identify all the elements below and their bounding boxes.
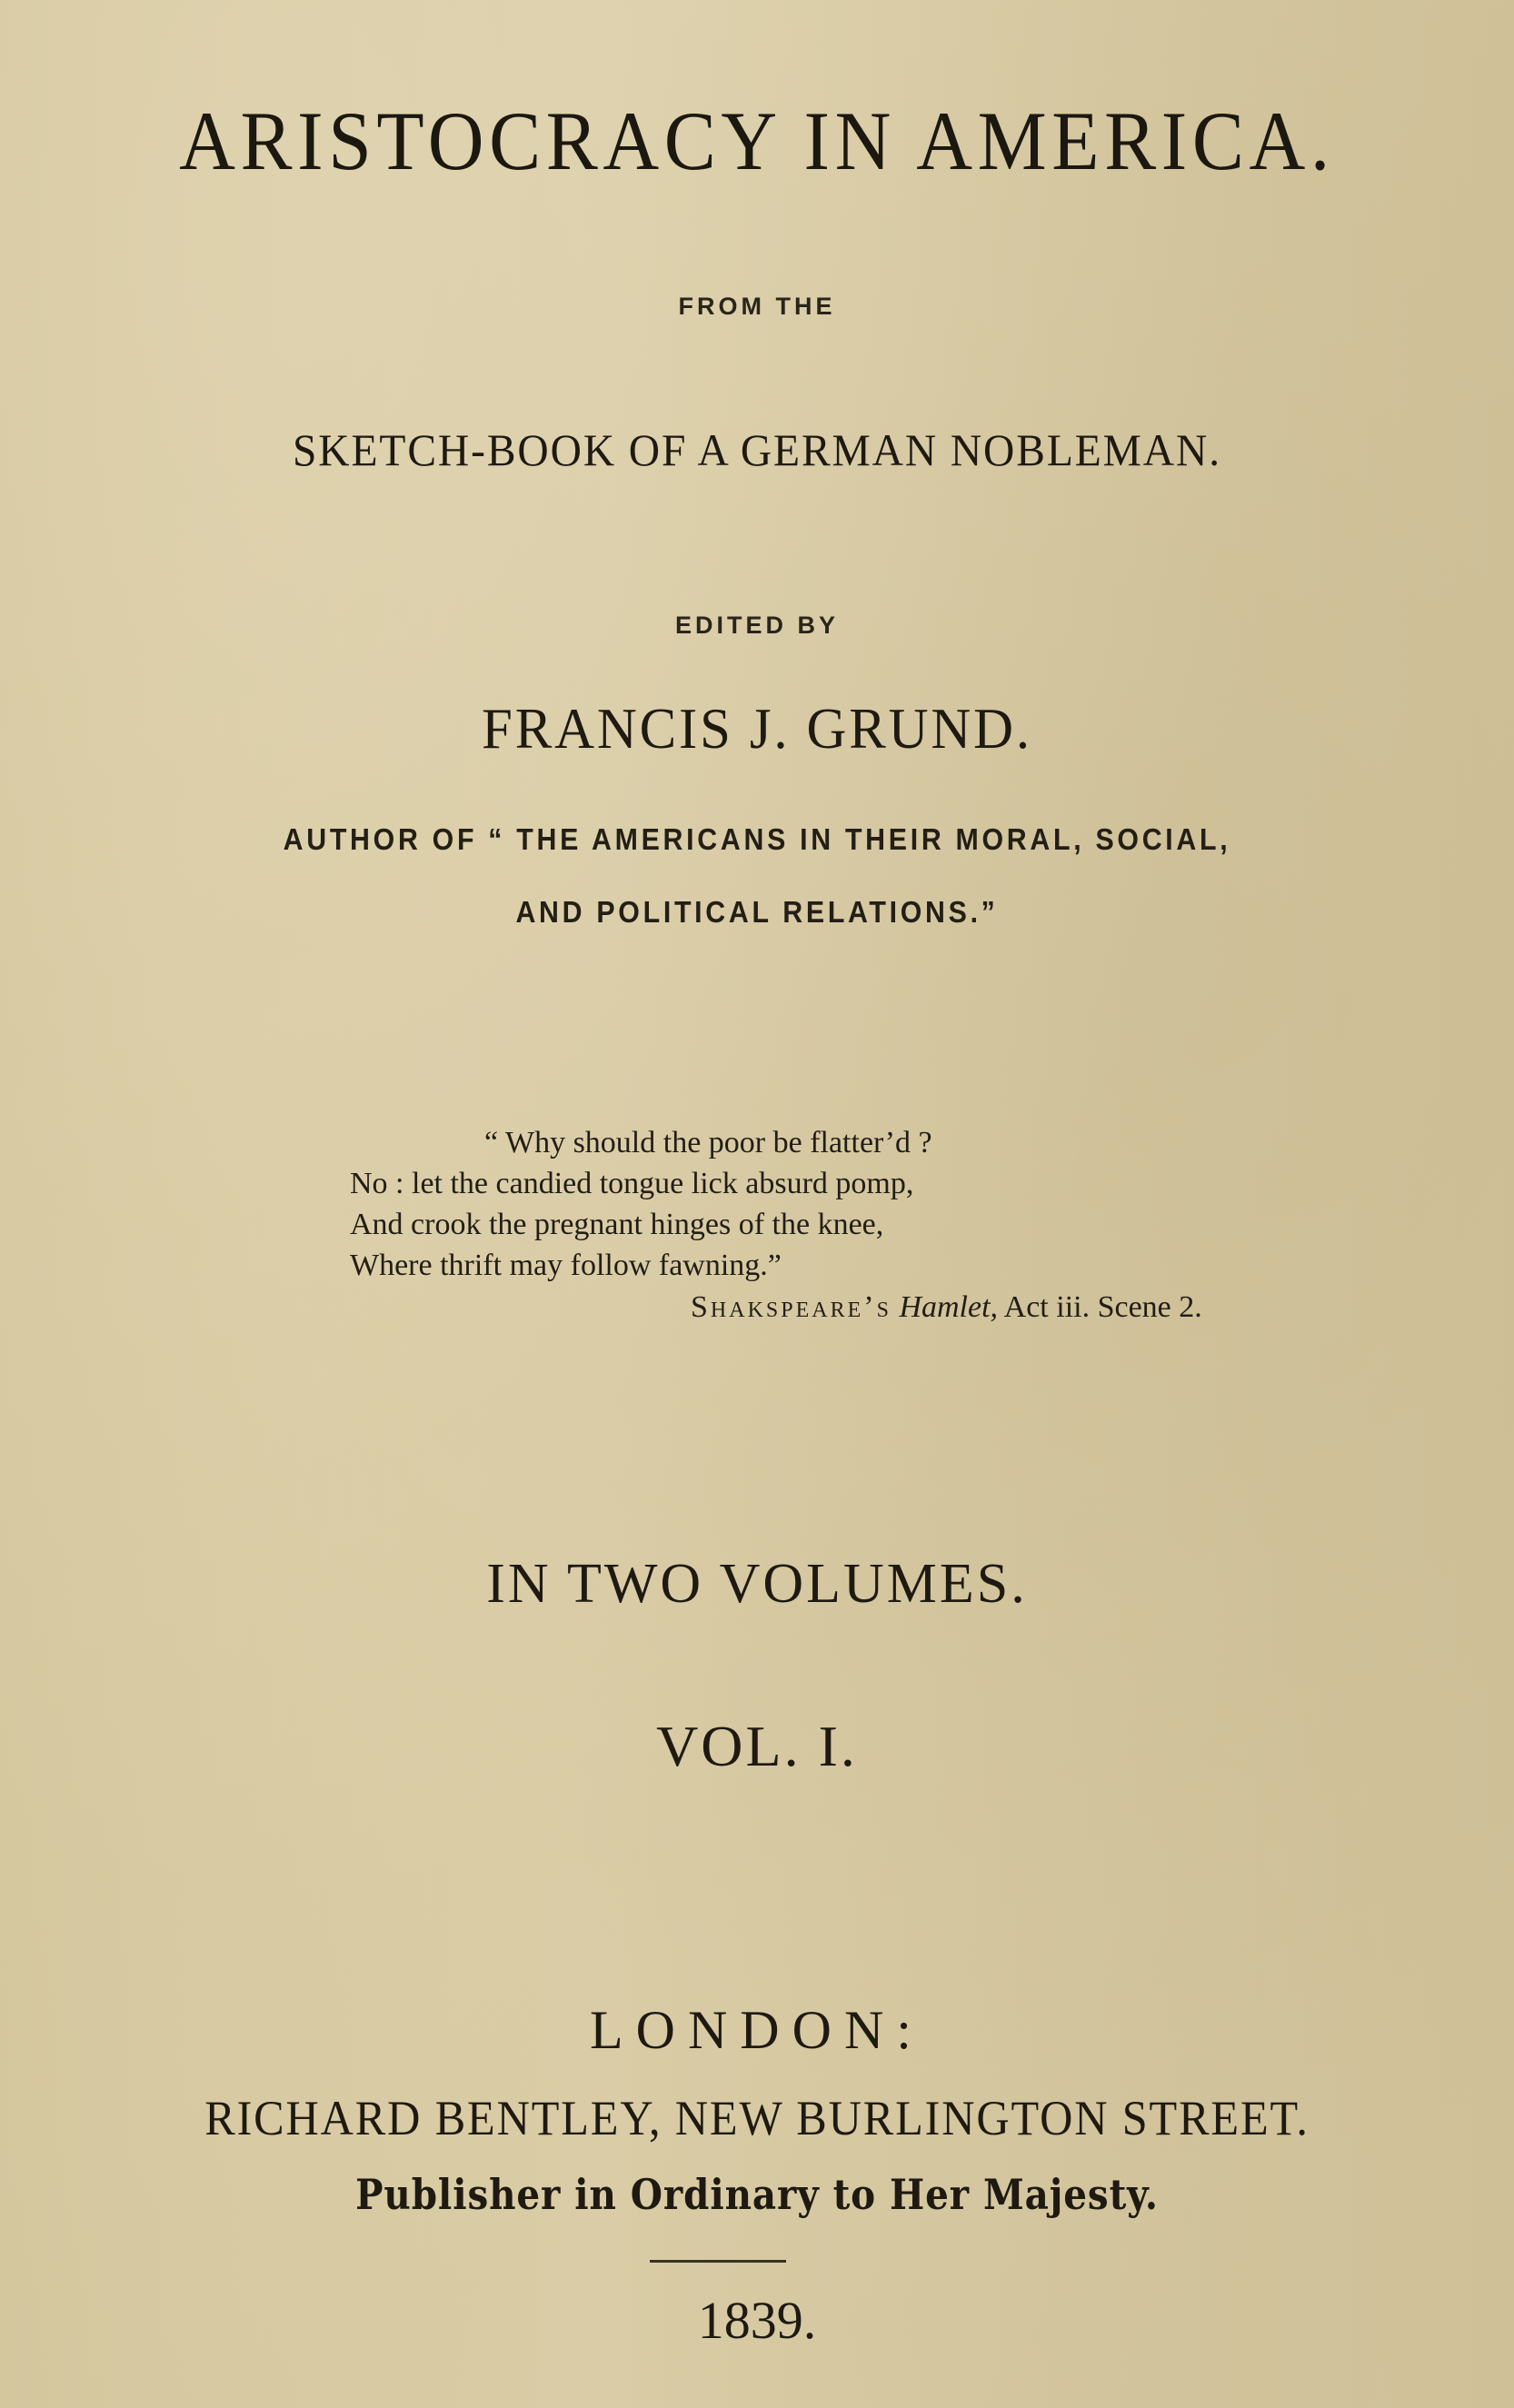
attribution-work: Hamlet, xyxy=(899,1290,999,1324)
attribution-location: Act iii. Scene 2. xyxy=(1003,1290,1202,1324)
edited-by-label: EDITED BY xyxy=(674,612,840,639)
volumes-note: IN TWO VOLUMES. xyxy=(486,1553,1028,1615)
author-of-line-1: AUTHOR OF “ THE AMERICANS IN THEIR MORAL, SOCIAL, xyxy=(283,822,1231,856)
imprint-year: 1839. xyxy=(697,2291,817,2350)
epigraph-line: No : let the candied tongue lick absurd pomp, xyxy=(350,1167,914,1200)
author-of-line-2: AND POLITICAL RELATIONS.” xyxy=(515,895,999,929)
editor-name: FRANCIS J. GRUND. xyxy=(482,696,1032,761)
attribution-author: Shakspeare’s xyxy=(691,1290,891,1324)
from-the-label: FROM THE xyxy=(678,293,836,320)
imprint-city: LONDON: xyxy=(590,2000,924,2060)
imprint-publisher-title: Publisher in Ordinary to Her Majesty. xyxy=(355,2170,1159,2219)
divider-rule xyxy=(650,2260,786,2263)
epigraph-attribution xyxy=(691,1290,1202,1325)
imprint-publisher: RICHARD BENTLEY, NEW BURLINGTON STREET. xyxy=(204,2091,1310,2145)
book-title: ARISTOCRACY IN AMERICA. xyxy=(179,95,1335,187)
epigraph-line: Where thrift may follow fawning.” xyxy=(350,1249,782,1282)
epigraph xyxy=(350,1122,932,1286)
volume-number: VOL. I. xyxy=(656,1714,858,1778)
book-subtitle: SKETCH-BOOK OF A GERMAN NOBLEMAN. xyxy=(292,424,1221,475)
epigraph-line: “ Why should the poor be flatter’d ? xyxy=(484,1126,932,1159)
epigraph-line: And crook the pregnant hinges of the knee, xyxy=(350,1208,884,1241)
